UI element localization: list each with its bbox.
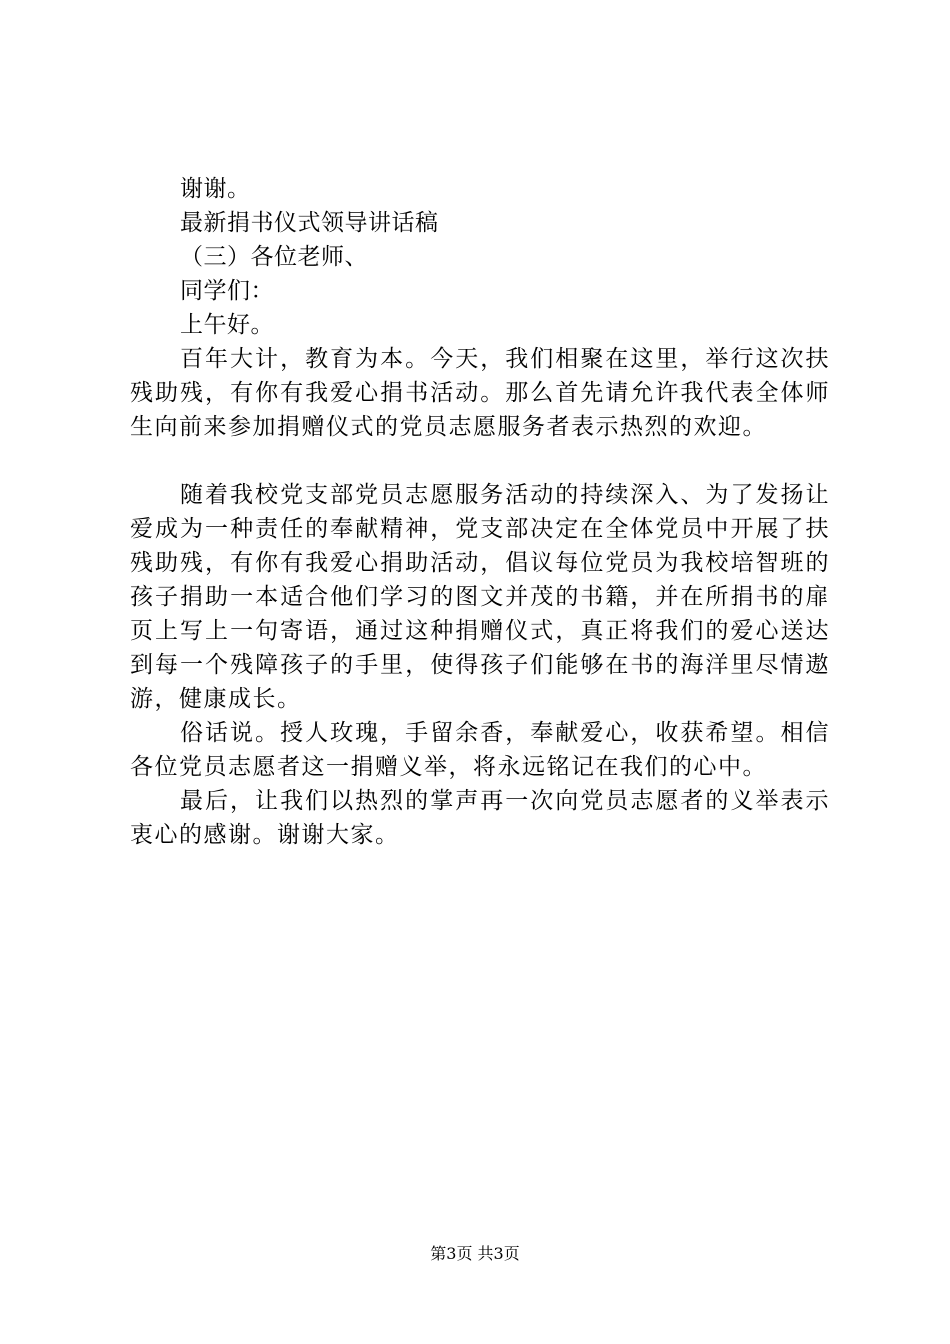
body-paragraph: 随着我校党支部党员志愿服务活动的持续深入、为了发扬让爱成为一种责任的奉献精神，党支部决定在全体党员中开展了扶残助残，有你有我爱心捐助活动，倡议每位党员为我校培智班的孩子捐助一本适合他们学习的图文并茂的书籍，并在所捐书的扉页上写上一句寄语，通过这种捐赠仪式，真正将我们的爱心送达到每一个残障孩子的手里，使得孩子们能够在书的海洋里尽情遨游，健康成长。 [130,482,830,712]
document-body [130,172,830,852]
speech-title: 最新捐书仪式领导讲话稿 [180,210,439,236]
body-paragraph: 最后，让我们以热烈的掌声再一次向党员志愿者的义举表示衷心的感谢。谢谢大家。 [130,788,830,848]
closing-line: 谢谢。 [180,176,251,202]
page-number-footer: 第3页 共3页 [430,1244,520,1263]
greeting-line: 同学们： [180,278,274,304]
greeting-line: 上午好。 [180,312,274,338]
greeting-line: （三）各位老师、 [180,244,368,270]
paragraph-gap [130,444,830,478]
body-paragraph: 俗话说。授人玫瑰，手留余香，奉献爱心，收获希望。相信各位党员志愿者这一捐赠义举，将永远铭记在我们的心中。 [130,720,830,780]
body-paragraph: 百年大计，教育为本。今天，我们相聚在这里，举行这次扶残助残，有你有我爱心捐书活动。那么首先请允许我代表全体师生向前来参加捐赠仪式的党员志愿服务者表示热烈的欢迎。 [130,346,830,440]
